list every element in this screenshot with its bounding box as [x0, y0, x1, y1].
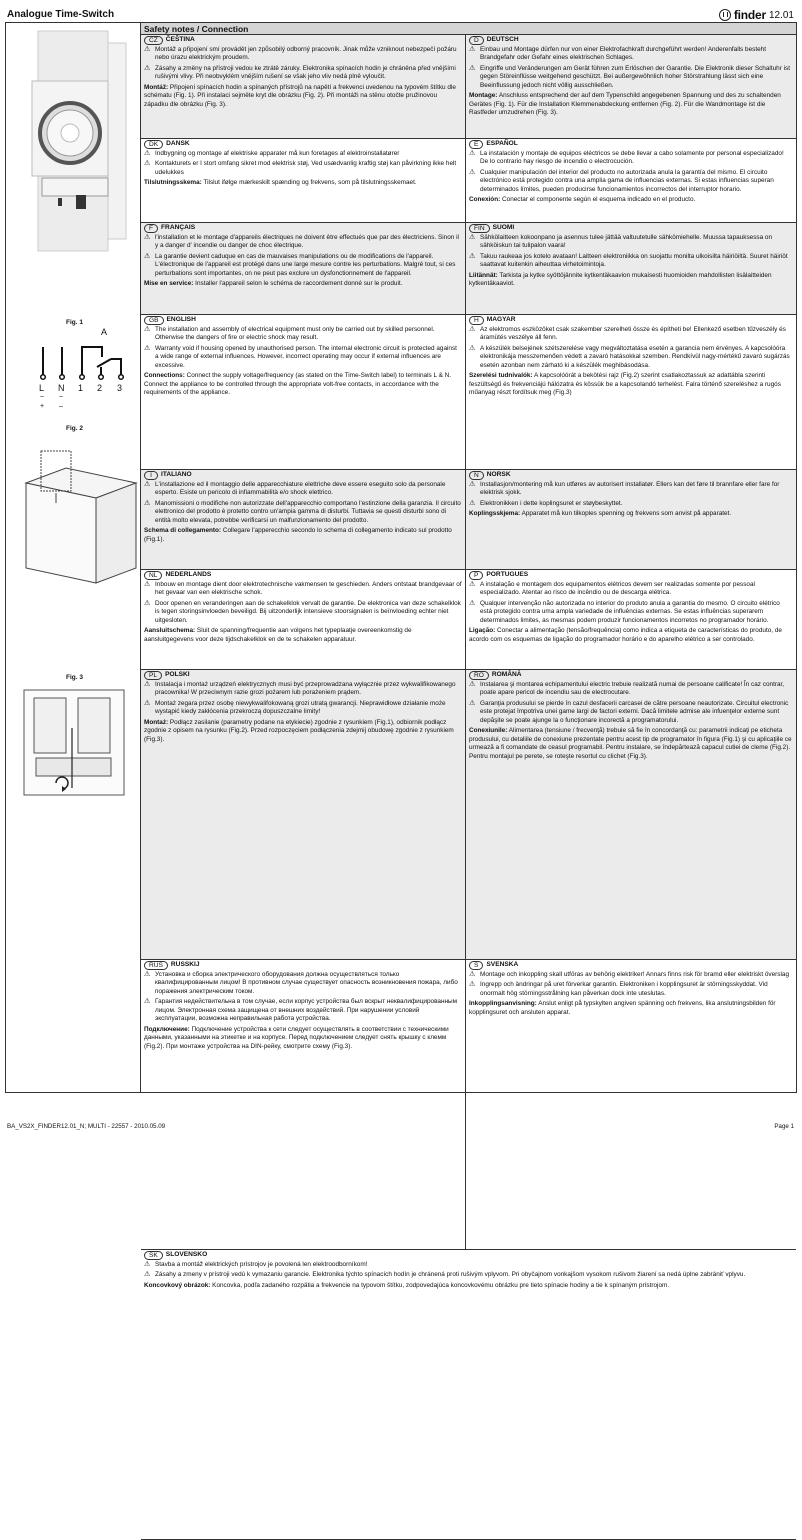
- warning-text: Indbygning og montage af elektriske apparater må kun foretages af elektroinstallatører: [155, 150, 400, 157]
- language-name: SLOVENSKO: [165, 1251, 208, 1259]
- warning-item: [469, 326, 793, 343]
- connection-text: Tarkista ja kytke syöttöjännite kytkentäkaavion mukaisesti huomioiden mahdollisten lisälaitteiden kytkentäkaaviot.: [469, 271, 772, 288]
- language-name: ČEŠTINA: [165, 36, 195, 44]
- warning-text: Instalacja i montaż urządzeń elektrycznych musi być przeprowadzana wyłącznie przez wykwalifikowanego pracownika! W przeciwnym razie grozi pożarem lub porażeniem prądem.: [155, 681, 456, 697]
- warning-item: [144, 700, 462, 717]
- warning-text: Inbouw en montage dient door elektrotechnische vakmensen te geschieden. Anders ontstaat brandgevaar of het gevaar van een elektrische schok.: [155, 581, 462, 597]
- warning-triangle-icon: ⚠: [469, 252, 476, 260]
- language-code-badge: SK: [144, 1251, 163, 1260]
- connection-label: Koplingsskjema:: [469, 510, 521, 518]
- connection-instructions: [469, 510, 793, 518]
- connection-label: Inkopplingsanvisning:: [469, 1000, 537, 1008]
- language-header: [469, 140, 793, 149]
- warning-item: [469, 581, 793, 598]
- language-header: [469, 961, 793, 970]
- warning-item: [144, 160, 462, 177]
- warning-item: [144, 581, 462, 598]
- connection-label: Conexión:: [469, 196, 501, 204]
- terminal-2: 2: [97, 383, 103, 393]
- document-title: Analogue Time-Switch: [7, 9, 115, 20]
- warning-text: Stavba a montáž elektrických prístrojov je povolená len elektroodborníkom!: [155, 1261, 368, 1268]
- warning-triangle-icon: ⚠: [469, 234, 476, 241]
- language-section-s: [466, 960, 796, 1250]
- language-name: RUSSKIJ: [170, 961, 200, 969]
- footer-doc-id: BA_VS2X_FINDER12.01_N; MULTI - 22557 - 2010.05.09: [7, 1123, 166, 1130]
- connection-text: Alimentarea (tensiune / frecvenţă) trebuie să fie în concordanţă cu: parametrii indicaţi pe eticheta produsului, cu detaliile de conexiune prezentate pentru acest tip de programator în figura (Fig.1) şi cu aplicaţiile ce urmează a fi comandate de ceasul programabil. Pentru instalare, se îndepărtează capacul cutiei de cleme (Fig.2). Pentru montajul pe perete, se roteşte resortul cu clichet (Fig.3).: [469, 727, 792, 760]
- fig2-label: Fig. 2: [66, 425, 83, 432]
- warning-text: La instalación y montaje de equipos eléctricos se debe llevar a cabo solamente por personal especializado! De lo contrario hay riesgo de incendio o electrocución.: [480, 150, 784, 166]
- warning-text: Takuu raukeaa jos kotelo avataan! Laitteen elektroniikka on suojattu monilta ulkoisilta häiriöiltä. Suuret häiriöt saattavat kuitenkin aiheuttaa virhetoimintoja.: [480, 252, 788, 269]
- warning-triangle-icon: ⚠: [469, 971, 476, 978]
- connection-label: Montaż:: [144, 718, 169, 726]
- warning-item: [469, 981, 793, 998]
- warning-text: Einbau und Montage dürfen nur von einer Elektrofachkraft durchgeführt werden! Anderenfalls besteht Brandgefahr oder Gefahr eines elektrischen Schlages.: [480, 46, 766, 62]
- ac-symbol: ~: [59, 394, 64, 401]
- warning-item: [469, 481, 793, 498]
- connection-text: Collegare l'apperecchio secondo lo schema di collegamento indicato sul prodotto (Fig.1).: [144, 527, 452, 543]
- connection-text: Anslut enligt på typskylten angiven spänning och frekvens, lika anslutningsbilden för kopplingsuret och ansluten apparat.: [469, 1000, 776, 1016]
- warning-triangle-icon: ⚠: [144, 64, 151, 72]
- connection-instructions: [144, 280, 462, 288]
- warning-triangle-icon: ⚠: [144, 481, 151, 488]
- warning-text: Qualquer intervenção não autorizada no interior do produto anula a garantia do mesmo. O circuito elétrico está protegido contra uma ampla variedade de influências externas. Se estas influências superarem determinados limites, as mesmas podem produzir funcionamentos incorretos no programador horário.: [480, 599, 780, 624]
- language-code-badge: CZ: [144, 36, 163, 45]
- language-header: [144, 471, 462, 480]
- warning-item: [144, 253, 462, 278]
- ac-symbol: ~: [40, 394, 45, 401]
- language-name: ITALIANO: [161, 471, 192, 479]
- language-code-badge: D: [469, 36, 484, 45]
- warning-text: Garanţia produsului se pierde în cazul desfacerii carcasei de către persoane neautorizate. Circuitul electronic este protejat împotriva unei game largi de factori externi. Dacă limitele admise ale infuenţelor externe sunt depăşite se poate ajunge la o funcţionare incorectă a programatorului.: [480, 699, 789, 724]
- language-name: FRANÇAIS: [161, 224, 196, 232]
- language-header: [144, 671, 462, 680]
- warning-text: Warranty void if housing opened by unauthorised person. The internal electronic circuit is protected against a wide range of external influences. However, incorrect operating may occur if external influences are excessive.: [155, 344, 457, 369]
- warning-text: Manomissioni o modifiche non autorizzate dell'apparecchio comportano l'estinzione della garanzia. Il circuito elettronico del prodotto è protetto contro un'ampia gamma di disturbi. Tuttavia se questi disturbi sono di entità molto elevata, potrebbe verificarsi un malfunzionamento del prodotto.: [155, 499, 461, 524]
- warning-triangle-icon: ⚠: [144, 150, 151, 157]
- warning-item: [469, 65, 793, 90]
- warning-triangle-icon: ⚠: [469, 326, 476, 333]
- language-section-p: [466, 570, 796, 670]
- language-code-badge: PL: [144, 671, 162, 680]
- warning-item: [469, 600, 793, 625]
- warning-text: Eingriffe und Veränderungen am Gerät führen zum Erlöschen der Garantie. Die Elektronik dieser Schaltuhr ist gegen Störeinflüsse weitgehend geschützt. Bei außergewöhnlich hoher Störstrahlung lässt sich eine Beeinflussung jedoch nicht völlig ausschließen.: [480, 64, 790, 89]
- warning-item: [144, 345, 462, 370]
- warning-item: [144, 234, 462, 251]
- connection-label: Schema di collegamento:: [144, 527, 222, 535]
- warning-triangle-icon: ⚠: [469, 150, 476, 157]
- connection-text: Tilslut ifølge mærkeskilt spænding og frekvens, som på tilslutningsskemaet.: [201, 179, 417, 187]
- warning-triangle-icon: ⚠: [469, 481, 476, 488]
- warning-triangle-icon: ⚠: [144, 599, 151, 607]
- brand-logo: [719, 8, 794, 22]
- terminal-l: L: [39, 383, 45, 393]
- warning-triangle-icon: ⚠: [144, 1261, 151, 1268]
- warning-item: [469, 253, 793, 270]
- language-header: [144, 224, 462, 233]
- warning-item: [469, 681, 793, 698]
- connection-label: Szerelési tudnivalók:: [469, 372, 533, 380]
- section-title: Safety notes / Connection: [141, 23, 796, 35]
- warning-text: Zásahy a změny na přístroji vedou ke ztrátě záruky. Elektronika spínacích hodin je chráněna před vnějšími rušivými vlivy. Při neobvyklém vnějším rušení se však jeho vliv nedá plně vyloučit.: [155, 64, 456, 81]
- warning-text: A instalação e montagem dos equipamentos elétricos devem ser realizadas somente por pessoal especializado. Atentar ao risco de incêndio ou de descarga elétrica.: [480, 581, 755, 597]
- warning-text: A készülék belsejének szétszerelése vagy megváltoztatása esetén a garancia nem érvényes. A kapcsolóóra elektronikája messzemenően védett a zavaró hatásokkal szemben. Rendkívül nagy-mértékű zavaró sugárzás esetén azonban nem zárható ki a készülék meghibásodása.: [480, 344, 790, 369]
- warning-item: [469, 169, 793, 194]
- language-section-e: [466, 139, 796, 223]
- language-name: POLSKI: [165, 671, 190, 679]
- connection-instructions: [144, 627, 462, 644]
- warning-triangle-icon: ⚠: [144, 160, 151, 168]
- warning-text: Cualquier manipulación del interior del producto no autorizada anula la garantía del mismo. El circuito electrónico está protegido contra una amplia gama de influencias externas. Si estas influencias superan determinados límites, pueden producirse funcionamientos incorrectos del interruptor horario.: [480, 168, 774, 193]
- language-name: ENGLISH: [166, 316, 196, 324]
- fig2-drawing: [6, 443, 140, 593]
- language-header: [144, 571, 462, 580]
- minus-symbol: –: [59, 403, 63, 410]
- warning-item: [144, 600, 462, 625]
- warning-text: Гарантия недействительна в том случае, если корпус устройства был вскрыт неквалифицированным лицом. Электронная схема защищена от внешних воздействий. При нарушении условий эксплуатации, возможна неправильная работа устройства.: [155, 998, 457, 1023]
- language-name: SUOMI: [492, 224, 515, 232]
- warning-triangle-icon: ⚠: [469, 64, 476, 72]
- connection-label: Montage:: [469, 92, 498, 100]
- connection-instructions: [469, 92, 793, 117]
- language-grid: [141, 35, 796, 1540]
- device-photo: [6, 23, 140, 273]
- connection-instructions: [469, 727, 793, 761]
- warning-text: Sähkölaitteen kokoonpano ja asennus tulee jättää valtuutetulle sähkömiehelle. Muussa tapauksessa on sähköiskun tai tulipalon vaara!: [480, 234, 773, 250]
- warning-item: [469, 500, 793, 508]
- warning-text: Door openen en veranderingen aan de schakelklok vervalt de garantie. De elektronica van deze schakelklok is tegen storingsinvloeden beveiligd. Bij uitzonderlijk intensieve stoorsignalen is beïnvloeding echter niet uitgesloten.: [155, 599, 461, 624]
- warning-triangle-icon: ⚠: [469, 581, 476, 588]
- language-code-badge: E: [469, 140, 483, 149]
- warning-text: Installasjon/montering må kun utføres av autorisert installatør. Ellers kan det føre til brannfare eller fare for elektrisk sjokk.: [480, 481, 780, 497]
- language-section-rus: [141, 960, 466, 1250]
- language-code-badge: N: [469, 471, 484, 480]
- language-code-badge: H: [469, 316, 484, 325]
- connection-text: Подключение устройства к сети следует осуществлять в соответствии с техническими данными, указанными на этикетке и на корпусе. Перед подключением следует снять крышку с клемм (Fig.2). При монтаже устройства на DIN-рейку, смотрите схему (Fig.3).: [144, 1025, 449, 1050]
- connection-instructions: [469, 1000, 793, 1017]
- warning-item: [144, 998, 462, 1023]
- warning-item: [469, 971, 793, 979]
- language-header: [144, 36, 462, 45]
- connection-text: Podłącz zasilanie (parametry podane na etykiecie) zgodnie z rysunkiem (Fig.1), odbiornik podłącz zgodnie z opisem na rysunku (Fig.2). Przed rozpoczęciem podłączenia zdejmij obudowę zgodnie z rysunkiem (Fig.3).: [144, 718, 454, 743]
- warning-item: [469, 700, 793, 725]
- terminal-1: 1: [78, 383, 84, 393]
- warning-item: [469, 46, 793, 63]
- language-section-fin: [466, 223, 796, 315]
- warning-triangle-icon: ⚠: [469, 681, 476, 688]
- language-code-badge: RO: [469, 671, 489, 680]
- language-section-d: [466, 35, 796, 139]
- warning-text: Az elektromos eszközöket csak szakember szerelheti össze és építheti be! Ellenkező esetben tűzveszély és áramütés veszélye áll fenn.: [480, 326, 786, 342]
- warning-text: Montaż zegara przez osobę niewykwalifokowaną grozi utratą gwarancji. Nieprawidłowe działanie może wystąpić kiedy zakłócenia przekroczą dopuszczalne limity!: [155, 699, 446, 716]
- contact-label: A: [101, 327, 108, 337]
- connection-text: Conectar el componente según el esquema indicado en el producto.: [500, 196, 696, 204]
- terminal-n: N: [58, 383, 65, 393]
- language-name: DEUTSCH: [486, 36, 519, 44]
- language-section-h: [466, 315, 796, 470]
- warning-text: Kontakturets er I stort omfang sikret mod elektrisk støj, Ved usædvanlig kraftig støj kan påvirkning ikke helt udelukkes: [155, 160, 457, 176]
- connection-instructions: [469, 196, 793, 204]
- warning-text: Elektronikken i dette koplingsuret er støybeskyttet.: [480, 499, 623, 507]
- language-section-sk: [141, 1250, 796, 1540]
- connection-label: Mise en service:: [144, 280, 194, 288]
- brand-name: finder: [733, 8, 766, 22]
- connection-text: Sluit de spanning/frequentie aan volgens het typeplaatje overeenkomstig de aansluitgegevens voor deze tijdschakelklok en de te schakelen apparatuur.: [144, 627, 412, 643]
- warning-item: [144, 46, 462, 63]
- warning-triangle-icon: ⚠: [144, 998, 151, 1006]
- language-code-badge: GB: [144, 316, 164, 325]
- connection-label: Koncovkový obrázok:: [144, 1281, 211, 1289]
- warning-triangle-icon: ⚠: [144, 681, 151, 688]
- finder-logo-icon: [719, 9, 731, 21]
- warning-item: [144, 1271, 793, 1279]
- language-name: DANSK: [166, 140, 190, 148]
- connection-instructions: [469, 272, 793, 289]
- connection-instructions: [469, 627, 793, 644]
- connection-label: Aansluitschema:: [144, 627, 196, 635]
- connection-label: Connections:: [144, 372, 185, 380]
- language-name: ROMÂNĂ: [491, 671, 522, 679]
- connection-instructions: [144, 1282, 793, 1290]
- language-code-badge: RUS: [144, 961, 168, 970]
- warning-triangle-icon: ⚠: [469, 499, 476, 507]
- language-header: [469, 571, 793, 580]
- language-header: [144, 961, 462, 970]
- connection-text: Anschluss entsprechend der auf dem Typenschild angegebenen Spannung und des zu schaltenden Gerätes (Fig. 1). Für die Installation Klemmenabdeckung entfernen (Fig. 2). Für die Wandmontage ist die Rastfeder umzudrehen (Fig. 3).: [469, 92, 781, 117]
- warning-text: Zásahy a zmeny v prístroji vedú k vymazaniu garancie. Elektronika týchto spínacích hodín je chránená proti rušivým vplyvom. Pri obyčajnom vonkajšom vysokom rušivom žiarení sa nedá úplne zabrániť vplyvu.: [155, 1271, 746, 1279]
- language-section-nl: [141, 570, 466, 670]
- connection-label: Conexiunile:: [469, 727, 508, 735]
- warning-item: [144, 500, 462, 525]
- connection-instructions: [144, 527, 462, 544]
- connection-instructions: [469, 372, 793, 397]
- warning-item: [144, 150, 462, 158]
- language-header: [144, 316, 462, 325]
- language-code-badge: NL: [144, 571, 162, 580]
- language-section-f: [141, 223, 466, 315]
- language-section-ro: [466, 670, 796, 960]
- connection-label: Montáž:: [144, 83, 169, 91]
- warning-triangle-icon: ⚠: [469, 599, 476, 607]
- connection-instructions: [144, 719, 462, 744]
- language-section-pl: [141, 670, 466, 960]
- language-name: PORTUGUES: [486, 571, 529, 579]
- warning-item: [144, 1261, 793, 1269]
- language-header: [469, 671, 793, 680]
- connection-instructions: [144, 84, 462, 109]
- language-section-n: [466, 470, 796, 570]
- warning-item: [144, 971, 462, 996]
- warning-item: [469, 345, 793, 370]
- warning-text: Montáž a připojení smí provádět jen způsobilý odborný pracovník. Jinak může vzniknout nebezpečí požáru nebo úrazu elektrickým proudem.: [155, 46, 457, 62]
- warning-item: [144, 326, 462, 343]
- connection-text: Koncovka, podľa zadaného rozpätia a frekvencie na typovom štítku, zodpovedajúca koncovkovému obrázku pre tieto spínacie hodiny a tie k spínaným prístrojom.: [210, 1281, 670, 1289]
- language-code-badge: P: [469, 571, 483, 580]
- warning-triangle-icon: ⚠: [469, 699, 476, 707]
- language-name: ESPAÑOL: [486, 140, 518, 148]
- language-header: [469, 471, 793, 480]
- language-section-i: [141, 470, 466, 570]
- fig3-label: Fig. 3: [66, 674, 83, 681]
- warning-text: Установка и сборка электрического оборудования должна осуществляться только квалифицированным лицом! В противном случае существует опасность возникновения пожара, либо поражения электрическим током.: [155, 971, 458, 995]
- connection-label: Tilslutningsskema:: [144, 179, 202, 187]
- connection-label: Ligação:: [469, 627, 496, 635]
- language-code-badge: S: [469, 961, 483, 970]
- language-name: NEDERLANDS: [165, 571, 212, 579]
- warning-text: l'installation et le montage d'appareils électriques ne doivent être effectués que par des électriciens. Sinon il y a danger d' incendie ou danger de choc électrique.: [155, 234, 459, 250]
- warning-text: L'installazione ed il montaggio delle apparecchiature elettriche deve essere eseguito solo da personale esperto. Esiste un pericolo di infiammabilità e/o shock elettrico.: [155, 481, 446, 497]
- figures-column: [6, 23, 141, 1092]
- warning-triangle-icon: ⚠: [469, 981, 476, 989]
- connection-label: Подключение:: [144, 1025, 190, 1033]
- warning-triangle-icon: ⚠: [144, 234, 151, 241]
- warning-item: [144, 481, 462, 498]
- language-section-cz: [141, 35, 466, 139]
- warning-text: Instalarea şi montarea echipamentului electric trebuie realizată numai de persoane calificate! În caz contrar, poate apare pericol de incendiu sau de electrocutare.: [480, 681, 785, 697]
- language-section-gb: [141, 315, 466, 470]
- fig1-label: Fig. 1: [66, 319, 83, 326]
- warning-triangle-icon: ⚠: [144, 971, 151, 978]
- language-code-badge: F: [144, 224, 158, 233]
- connection-instructions: [144, 372, 462, 397]
- language-code-badge: I: [144, 471, 158, 480]
- warning-text: The installation and assembly of electrical equipment must only be carried out by skilled personnel. Otherwise the dangers of fire or electric shock may result.: [155, 326, 435, 342]
- language-header: [469, 224, 793, 233]
- connection-text: Connect the supply voltage/frequency (as stated on the Time-Switch label) to terminals L & N. Connect the appliance to be controlled through the appropriate volt-free contacts, in accordance with the requirements of the appliance.: [144, 372, 451, 397]
- warning-text: Montage och inkoppling skall utföras av behörig elektriker! Annars finns risk för bramd eller elektriskt överslag: [480, 971, 790, 978]
- series-number: 12.01: [768, 9, 794, 21]
- language-section-dk: [141, 139, 466, 223]
- language-header: [144, 1251, 793, 1260]
- connection-text: Apparatet må kun tilkoples spenning og frekvens som anvist på apparatet.: [520, 510, 732, 518]
- warning-item: [469, 150, 793, 167]
- language-code-badge: FIN: [469, 224, 490, 233]
- connection-text: Připojení spínacích hodin a spínaných přístrojů na napětí a frekvenci uvedenou na typovém štítku dle schématu (Fig. 1). Při instalaci sejměte kryt dle obrázku (Fig. 2). Při montáži na stěnu otočte pružinovou západku dle obrázku (Fig. 3).: [144, 83, 456, 108]
- language-name: MAGYAR: [486, 316, 516, 324]
- warning-triangle-icon: ⚠: [469, 46, 476, 53]
- warning-triangle-icon: ⚠: [144, 344, 151, 352]
- connection-instructions: [144, 1026, 462, 1051]
- connection-text: Installer l'appareil selon le schéma de raccordement donné sur le produit.: [193, 280, 403, 288]
- warning-item: [144, 65, 462, 82]
- warning-text: La garantie devient caduque en cas de mauvaises manipulations ou de modifications de l'appareil. L'électronique de l'appareil est protégé dans une large mesure contre les perturbations. Malgré tout, si ces perturbations sont importantes, on ne peut pas exclure un dysfonctionnement de l'appareil.: [155, 252, 456, 277]
- connection-label: Liitännät:: [469, 271, 498, 279]
- warning-triangle-icon: ⚠: [144, 499, 151, 507]
- footer-page: Page 1: [774, 1123, 794, 1130]
- language-header: [469, 36, 793, 45]
- language-header: [469, 316, 793, 325]
- language-name: NORSK: [486, 471, 511, 479]
- connection-instructions: [144, 179, 462, 187]
- warning-triangle-icon: ⚠: [144, 699, 151, 707]
- warning-triangle-icon: ⚠: [469, 168, 476, 176]
- connection-text: Conectar a alimentação (tensão/frequência) como indica a etiqueta de características do produto, de acordo com os esquemas de ligação do programador horário e do aparelho elétrico a ser controlado.: [469, 627, 782, 643]
- connection-text: A kapcsolóórát a bekötési rajz (Fig.2) szerint csatlakoztassuk az adattábla szerinti feszültségű és frekvenciájú hálózatra és kössük be a kapcsolandó terhelést. Falra történő szereléshez a rugós műanyag részt fordítsuk meg (Fig.3): [469, 372, 781, 397]
- language-name: SVENSKA: [486, 961, 519, 969]
- warning-text: Ingrepp och ändringar på uret förverkar garantin. Elektroniken i kopplingsuret är störningsskyddat. Vid onormalt hög störningsstrålning kan påverkan dock inte uteslutas.: [480, 981, 768, 997]
- plus-symbol: +: [40, 403, 45, 410]
- warning-triangle-icon: ⚠: [144, 326, 151, 333]
- terminal-3: 3: [117, 383, 123, 393]
- language-code-badge: DK: [144, 140, 163, 149]
- warning-triangle-icon: ⚠: [144, 252, 151, 260]
- fig3-drawing: [6, 688, 140, 808]
- wiring-diagram: [6, 323, 140, 413]
- warning-item: [144, 681, 462, 698]
- warning-triangle-icon: ⚠: [144, 1271, 151, 1279]
- warning-triangle-icon: ⚠: [144, 46, 151, 53]
- language-header: [144, 140, 462, 149]
- warning-triangle-icon: ⚠: [469, 344, 476, 352]
- warning-item: [469, 234, 793, 251]
- warning-triangle-icon: ⚠: [144, 581, 151, 588]
